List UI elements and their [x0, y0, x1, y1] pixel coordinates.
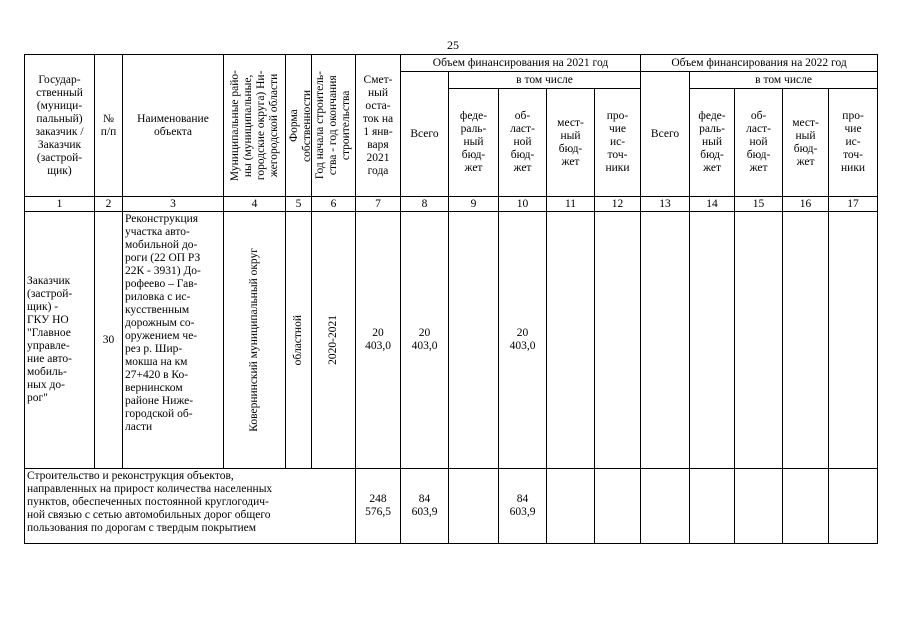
- table-row-summary: [25, 469, 878, 544]
- header-fin-2022: Объем финансирования на 2022 год: [641, 55, 878, 72]
- summary-local-2022: [783, 469, 829, 544]
- cell-regional-2022: [735, 212, 783, 469]
- column-number: 13: [641, 197, 690, 212]
- cell-customer: Заказчик (застрой- щик) - ГКУ НО "Главное управле- ние авто- мобиль- ных до- рог": [25, 212, 95, 469]
- header-years-cell: [312, 55, 356, 197]
- cell-estimated: 20 403,0: [356, 212, 401, 469]
- summary-other-2022: [829, 469, 878, 544]
- cell-ownership: областной: [292, 314, 304, 366]
- header-ownership: Форма собственности: [288, 89, 313, 162]
- summary-federal-2022: [690, 469, 735, 544]
- column-number: 1: [25, 197, 95, 212]
- column-number: 8: [401, 197, 449, 212]
- column-number-row: [25, 197, 878, 212]
- cell-federal-2022: [690, 212, 735, 469]
- column-number: 16: [783, 197, 829, 212]
- header-federal-2022: феде- раль- ный бюд- жет: [690, 89, 735, 197]
- cell-municipality-cell: [224, 212, 286, 469]
- summary-local-2021: [547, 469, 595, 544]
- header-local-2022: мест- ный бюд- жет: [783, 89, 829, 197]
- summary-label: Строительство и реконструкция объектов, направленных на прирост количества населенных пунктов, обеспеченных постоянной круглогодич- ной связью с сетью автомобильных дорог общего пользования по дорогам с твердым покрытием: [25, 469, 356, 544]
- header-municipality-cell: [224, 55, 286, 197]
- cell-total-2021: 20 403,0: [401, 212, 449, 469]
- header-municipality: Муниципальные райо- ны (муниципальные, городские округа) Ни- жегородской области: [228, 69, 280, 182]
- cell-ownership-cell: [286, 212, 312, 469]
- cell-object-name: Реконструкция участка авто- мобильной до- роги (22 ОП РЗ 22К - 3931) До- рофеево – Гав- риловка с ис- кусственным дорожным со- оружением че- рез р. Шир- мокша на км 27+420 в Ко- вернинском районе Ниже- городской об- ласти: [123, 212, 224, 469]
- header-other-2022: про- чие ис- точ- ники: [829, 89, 878, 197]
- header-total-2021: Всего: [401, 72, 449, 197]
- column-number: 2: [95, 197, 123, 212]
- summary-regional-2021: 84 603,9: [499, 469, 547, 544]
- cell-local-2021: [547, 212, 595, 469]
- header-estimated: Смет- ный оста- ток на 1 янв- варя 2021 года: [356, 55, 401, 197]
- cell-other-2021: [595, 212, 641, 469]
- summary-federal-2021: [449, 469, 499, 544]
- header-object-name: Наименование объекта: [123, 55, 224, 197]
- header-years: Год начала строитель- ства - год окончания строительства: [314, 71, 352, 180]
- column-number: 3: [123, 197, 224, 212]
- cell-regional-2021: 20 403,0: [499, 212, 547, 469]
- cell-total-2022: [641, 212, 690, 469]
- summary-total-2021: 84 603,9: [401, 469, 449, 544]
- column-number: 5: [286, 197, 312, 212]
- page-number: 25: [447, 38, 459, 52]
- cell-years: 2020-2021: [327, 315, 339, 365]
- header-row-1: [25, 55, 878, 72]
- header-ownership-cell: [286, 55, 312, 197]
- header-customer: Государ- ственный (муници- пальный) заказчик / Заказчик (застрой- щик): [25, 55, 95, 197]
- column-number: 6: [312, 197, 356, 212]
- column-number: 7: [356, 197, 401, 212]
- header-incl-2022: в том числе: [690, 72, 878, 89]
- column-number: 17: [829, 197, 878, 212]
- header-regional-2021: об- ласт- ной бюд- жет: [499, 89, 547, 197]
- header-federal-2021: феде- раль- ный бюд- жет: [449, 89, 499, 197]
- cell-local-2022: [783, 212, 829, 469]
- column-number: 12: [595, 197, 641, 212]
- cell-municipality: Ковернинский муниципальный округ: [248, 248, 260, 432]
- summary-regional-2022: [735, 469, 783, 544]
- header-regional-2022: об- ласт- ной бюд- жет: [735, 89, 783, 197]
- header-local-2021: мест- ный бюд- жет: [547, 89, 595, 197]
- header-fin-2021: Объем финансирования на 2021 год: [401, 55, 641, 72]
- cell-other-2022: [829, 212, 878, 469]
- header-incl-2021: в том числе: [449, 72, 641, 89]
- column-number: 14: [690, 197, 735, 212]
- summary-estimated: 248 576,5: [356, 469, 401, 544]
- column-number: 9: [449, 197, 499, 212]
- summary-total-2022: [641, 469, 690, 544]
- header-other-2021: про- чие ис- точ- ники: [595, 89, 641, 197]
- cell-num: 30: [95, 212, 123, 469]
- header-num: № п/п: [95, 55, 123, 197]
- cell-years-cell: [312, 212, 356, 469]
- column-number: 11: [547, 197, 595, 212]
- summary-other-2021: [595, 469, 641, 544]
- column-number: 10: [499, 197, 547, 212]
- financing-table: [24, 54, 878, 544]
- cell-federal-2021: [449, 212, 499, 469]
- table-row-object-30: [25, 212, 878, 469]
- header-total-2022: Всего: [641, 72, 690, 197]
- column-number: 4: [224, 197, 286, 212]
- column-number: 15: [735, 197, 783, 212]
